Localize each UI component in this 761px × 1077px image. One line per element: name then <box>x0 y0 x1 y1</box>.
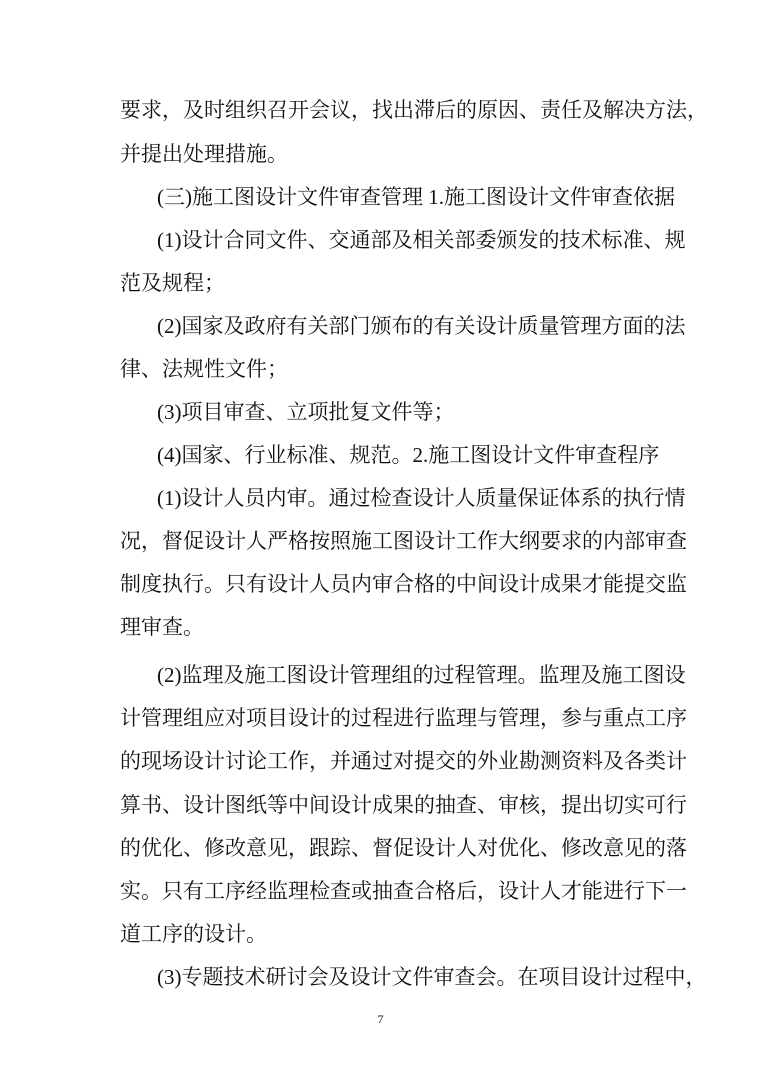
text-line: 算书、设计图纸等中间设计成果的抽查、审核，提出切实可行 <box>120 793 687 817</box>
text-line: 并提出处理措施。 <box>120 142 288 166</box>
text-line: (1)设计合同文件、交通部及相关部委颁发的技术标准、规 <box>157 228 686 252</box>
text-line: 计管理组应对项目设计的过程进行监理与管理，参与重点工序 <box>120 706 687 730</box>
text-line: (3)专题技术研讨会及设计文件审查会。在项目设计过程中， <box>157 965 707 989</box>
text-line: 的现场设计讨论工作，并通过对提交的外业勘测资料及各类计 <box>120 749 687 773</box>
text-line: 的优化、修改意见，跟踪、督促设计人对优化、修改意见的落 <box>120 836 687 860</box>
text-line: 范及规程； <box>120 271 225 295</box>
page-number: 7 <box>377 1012 384 1026</box>
text-line: (3)项目审查、立项批复文件等； <box>157 400 455 424</box>
text-line: 道工序的设计。 <box>120 922 267 946</box>
text-line: 况，督促设计人严格按照施工图设计工作大纲要求的内部审查 <box>120 529 687 553</box>
section-heading: (三)施工图设计文件审查管理 1.施工图设计文件审查依据 <box>157 185 675 209</box>
text-line: 律、法规性文件； <box>120 357 288 381</box>
text-line: 要求，及时组织召开会议，找出滞后的原因、责任及解决方法， <box>120 98 708 122</box>
text-line: 制度执行。只有设计人员内审合格的中间设计成果才能提交监 <box>120 572 687 596</box>
section-heading: (4)国家、行业标准、规范。2.施工图设计文件审查程序 <box>157 443 660 467</box>
text-line: (2)国家及政府有关部门颁布的有关设计质量管理方面的法 <box>157 314 686 338</box>
text-line: 实。只有工序经监理检查或抽查合格后，设计人才能进行下一 <box>120 879 687 903</box>
text-line: (2)监理及施工图设计管理组的过程管理。监理及施工图设 <box>157 663 686 687</box>
text-line: 理审查。 <box>120 615 204 639</box>
text-line: (1)设计人员内审。通过检查设计人质量保证体系的执行情 <box>157 486 686 510</box>
